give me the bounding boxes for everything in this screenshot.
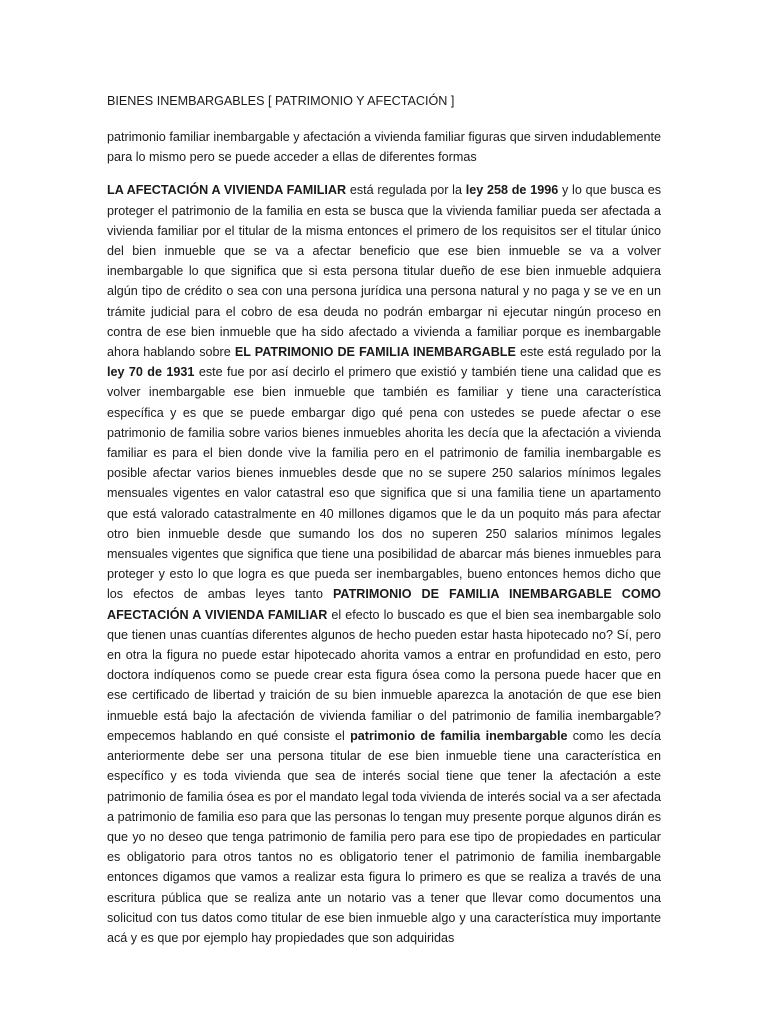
term-patrimonio-familia: patrimonio de familia inembargable (350, 728, 568, 743)
heading-afectacion-vivienda: LA AFECTACIÓN A VIVIENDA FAMILIAR (107, 183, 347, 198)
body-text: y lo que busca es proteger el patrimonio de la familia en esta se busca que la vivienda familiar pueda ser afectada a vivienda familiar por el titular de la misma entonces el primero de los requisitos ser el titular único del bien inmueble que se va a afectar beneficio que ese bien inmueble se va a volver inembargable lo que significa que si esta persona titular dueño de ese bien inmueble adquiera algún tipo de crédito o sea con una persona jurídica una persona natural y no paga y se ve en un trámite judicial para el cobro de esa deuda no podrán embargar ni ejecutar ningún proceso en contra de ese bien inmueble que ha sido afectado a vivienda a familiar porque es inembargable ahora hablando sobre (107, 183, 661, 360)
law-reference-258-1996: ley 258 de 1996 (465, 183, 559, 198)
body-text: el efecto lo buscado es que el bien sea inembargable solo que tienen unas cuantías diferentes algunos de hecho pueden estar hasta hipotecado no? Sí, pero en otra la figura no puede estar hipotecado ahorita vamos a entrar en profundidad en esto, pero doctora indíquenos como se puede crear esta figura ósea como la persona puede hacer que en ese certificado de libertad y traición de su bien inmueble aparezca la anotación de que ese bien inmueble está bajo la afectación de vivienda familiar o del patrimonio de familia inembargable? empecemos hablando en qué consiste el (107, 607, 661, 743)
heading-patrimonio-familia: EL PATRIMONIO DE FAMILIA INEMBARGABLE (234, 345, 516, 360)
intro-paragraph: patrimonio familiar inembargable y afectación a vivienda familiar figuras que sirven indudablemente para lo mismo pero se puede acceder a ellas de diferentes formas (107, 130, 661, 165)
heading-both-figures: PATRIMONIO DE FAMILIA INEMBARGABLE COMO AFECTACIÓN A VIVIENDA FAMILIAR (107, 587, 661, 622)
document-page (107, 93, 661, 961)
body-text: este está regulado por la (515, 345, 661, 360)
body-text: como les decía anteriormente debe ser una persona titular de ese bien inmueble tiene una característica en específico y es toda vivienda que sea de interés social tiene que tener la afectación a este patrimonio de familia ósea es por el mandato legal toda vivienda de interés social va a ser afectada a patrimonio de familia eso para que las personas lo tengan muy presente porque algunos dirán es que yo no deseo que tenga patrimonio de familia pero para ese tipo de propiedades en particular es obligatorio para otros tantos no es obligatorio tener el patrimonio de familia inembargable entonces digamos que vamos a realizar esta figura lo primero es que se realiza a través de una escritura pública que se realiza ante un notario vas a tener que llevar como documentos una solicitud con tus datos como titular de ese bien inmueble algo y una característica muy importante acá y es que por ejemplo hay propiedades que son adquiridas (107, 728, 661, 945)
body-text: este fue por así decirlo el primero que existió y también tiene una calidad que es volver inembargable ese bien inmueble que también es familiar y tiene una característica específica y es que se puede embargar digo qué pena con ustedes se puede afectar o ese patrimonio de familia sobre varios bienes inmuebles ahorita les decía que la afectación a vivienda familiar es para el bien donde vive la familia pero en el patrimonio de familia inembargable es posible afectar varios bienes inmuebles desde que no se supere 250 salarios mínimos legales mensuales vigentes en valor catastral eso que significa que si una familia tiene un apartamento que está valorado catastralmente en 40 millones digamos que le da un poquito más para afectar otro bien inmueble desde que sumando los dos no superen 250 salarios mínimos legales mensuales vigentes que significa que tiene una posibilidad de abarcar más bienes inmuebles para proteger y esto lo que logra es que pueda ser inembargables, bueno entonces hemos dicho que los efectos de ambas leyes tanto (107, 365, 661, 602)
body-text: está regulada por la (346, 183, 466, 198)
document-title: BIENES INEMBARGABLES [ PATRIMONIO Y AFECTACIÓN ] (107, 94, 455, 108)
law-reference-70-1931: ley 70 de 1931 (107, 365, 195, 380)
body-paragraph (107, 180, 661, 948)
